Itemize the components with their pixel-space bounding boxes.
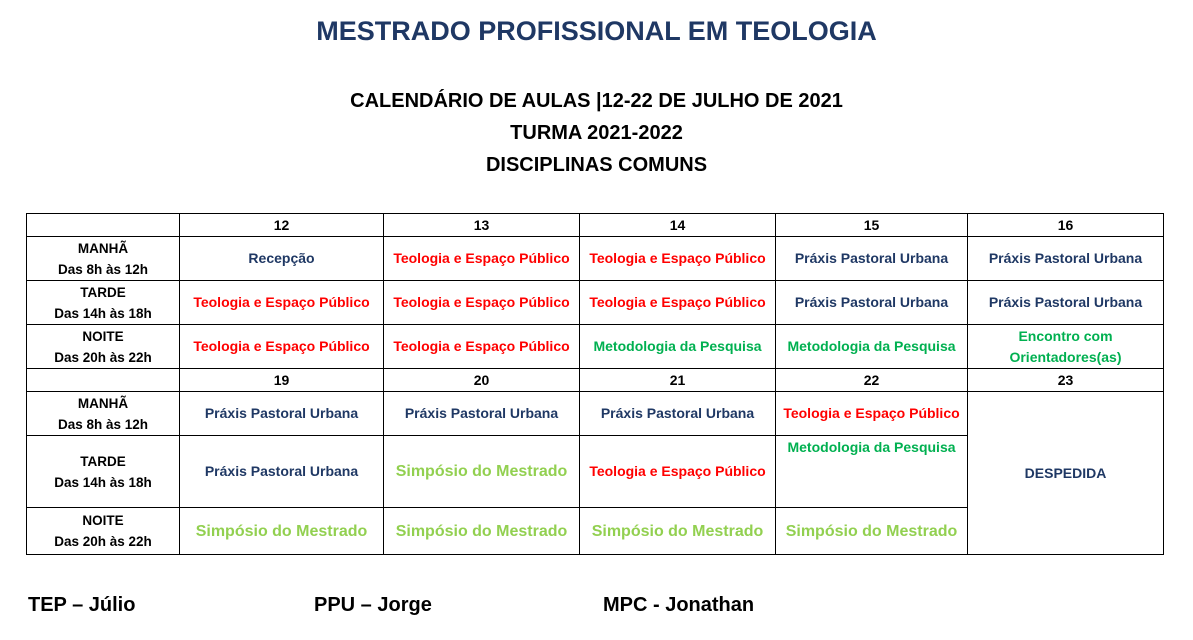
schedule-cell: Simpósio do Mestrado <box>384 508 580 555</box>
week1-afternoon-row <box>27 281 1164 325</box>
subjects-heading: DISCIPLINAS COMUNS <box>485 154 708 176</box>
footer-mpc: MPC - Jonathan <box>603 594 755 616</box>
week2-morning-row <box>27 392 1164 436</box>
schedule-cell: Simpósio do Mestrado <box>776 508 968 555</box>
shift-label <box>27 281 180 325</box>
week1-days-row <box>27 214 1164 237</box>
shift-label <box>27 237 180 281</box>
schedule-cell: Práxis Pastoral Urbana <box>180 436 384 508</box>
schedule-cell: Teologia e Espaço Público <box>580 281 776 325</box>
schedule-cell: Metodologia da Pesquisa <box>776 436 968 508</box>
day-header: 19 <box>180 369 384 392</box>
footer-ppu: PPU – Jorge <box>314 594 432 616</box>
week1-morning-row <box>27 237 1164 281</box>
farewell-cell: DESPEDIDA <box>968 392 1164 555</box>
schedule-cell: Teologia e Espaço Público <box>776 392 968 436</box>
schedule-cell: Práxis Pastoral Urbana <box>384 392 580 436</box>
calendar-subtitle: CALENDÁRIO DE AULAS |12-22 DE JULHO DE 2021 <box>350 90 843 112</box>
schedule-cell: Práxis Pastoral Urbana <box>776 281 968 325</box>
day-header: 21 <box>580 369 776 392</box>
day-header: 12 <box>180 214 384 237</box>
shift-label <box>27 508 180 555</box>
shift-name: TARDE <box>80 284 126 300</box>
schedule-cell: Simpósio do Mestrado <box>580 508 776 555</box>
shift-label <box>27 392 180 436</box>
schedule-cell: Teologia e Espaço Público <box>180 281 384 325</box>
shift-time: Das 14h às 18h <box>54 305 152 321</box>
shift-time: Das 8h às 12h <box>57 261 149 277</box>
schedule-cell: Teologia e Espaço Público <box>384 237 580 281</box>
class-year: TURMA 2021-2022 <box>510 122 683 144</box>
day-header: 16 <box>968 214 1164 237</box>
footer-tep: TEP – Júlio <box>28 594 136 616</box>
schedule-table <box>26 213 1164 555</box>
schedule-cell: Metodologia da Pesquisa <box>580 325 776 369</box>
shift-name: MANHÃ <box>77 240 129 256</box>
week2-days-row <box>27 369 1164 392</box>
shift-label <box>27 325 180 369</box>
schedule-cell: Teologia e Espaço Público <box>384 325 580 369</box>
shift-name: MANHÃ <box>77 395 129 411</box>
page-title: MESTRADO PROFISSIONAL EM TEOLOGIA <box>316 16 877 46</box>
schedule-cell: Práxis Pastoral Urbana <box>968 237 1164 281</box>
schedule-cell: Simpósio do Mestrado <box>180 508 384 555</box>
shift-time: Das 8h às 12h <box>57 416 149 432</box>
shift-name: NOITE <box>82 328 124 344</box>
schedule-cell: Teologia e Espaço Público <box>384 281 580 325</box>
day-header: 22 <box>776 369 968 392</box>
corner-cell <box>27 369 180 392</box>
day-header: 23 <box>968 369 1164 392</box>
schedule-cell: Simpósio do Mestrado <box>384 436 580 508</box>
schedule-cell: Teologia e Espaço Público <box>580 237 776 281</box>
shift-time: Das 20h às 22h <box>54 534 152 549</box>
week1-evening-row <box>27 325 1164 369</box>
shift-label <box>27 436 180 508</box>
shift-time: Das 14h às 18h <box>54 474 152 490</box>
schedule-cell: Metodologia da Pesquisa <box>776 325 968 369</box>
schedule-cell: Práxis Pastoral Urbana <box>776 237 968 281</box>
day-header: 15 <box>776 214 968 237</box>
schedule-cell: Recepção <box>180 237 384 281</box>
day-header: 14 <box>580 214 776 237</box>
shift-time: Das 20h às 22h <box>54 349 152 365</box>
day-header: 13 <box>384 214 580 237</box>
corner-cell <box>27 214 180 237</box>
schedule-cell: Teologia e Espaço Público <box>180 325 384 369</box>
schedule-cell: Práxis Pastoral Urbana <box>968 281 1164 325</box>
schedule-cell: Práxis Pastoral Urbana <box>580 392 776 436</box>
schedule-cell: Encontro com Orientadores(as) <box>968 325 1164 369</box>
day-header: 20 <box>384 369 580 392</box>
schedule-cell: Teologia e Espaço Público <box>580 436 776 508</box>
shift-name: NOITE <box>82 513 124 528</box>
schedule-cell: Práxis Pastoral Urbana <box>180 392 384 436</box>
shift-name: TARDE <box>80 453 126 469</box>
